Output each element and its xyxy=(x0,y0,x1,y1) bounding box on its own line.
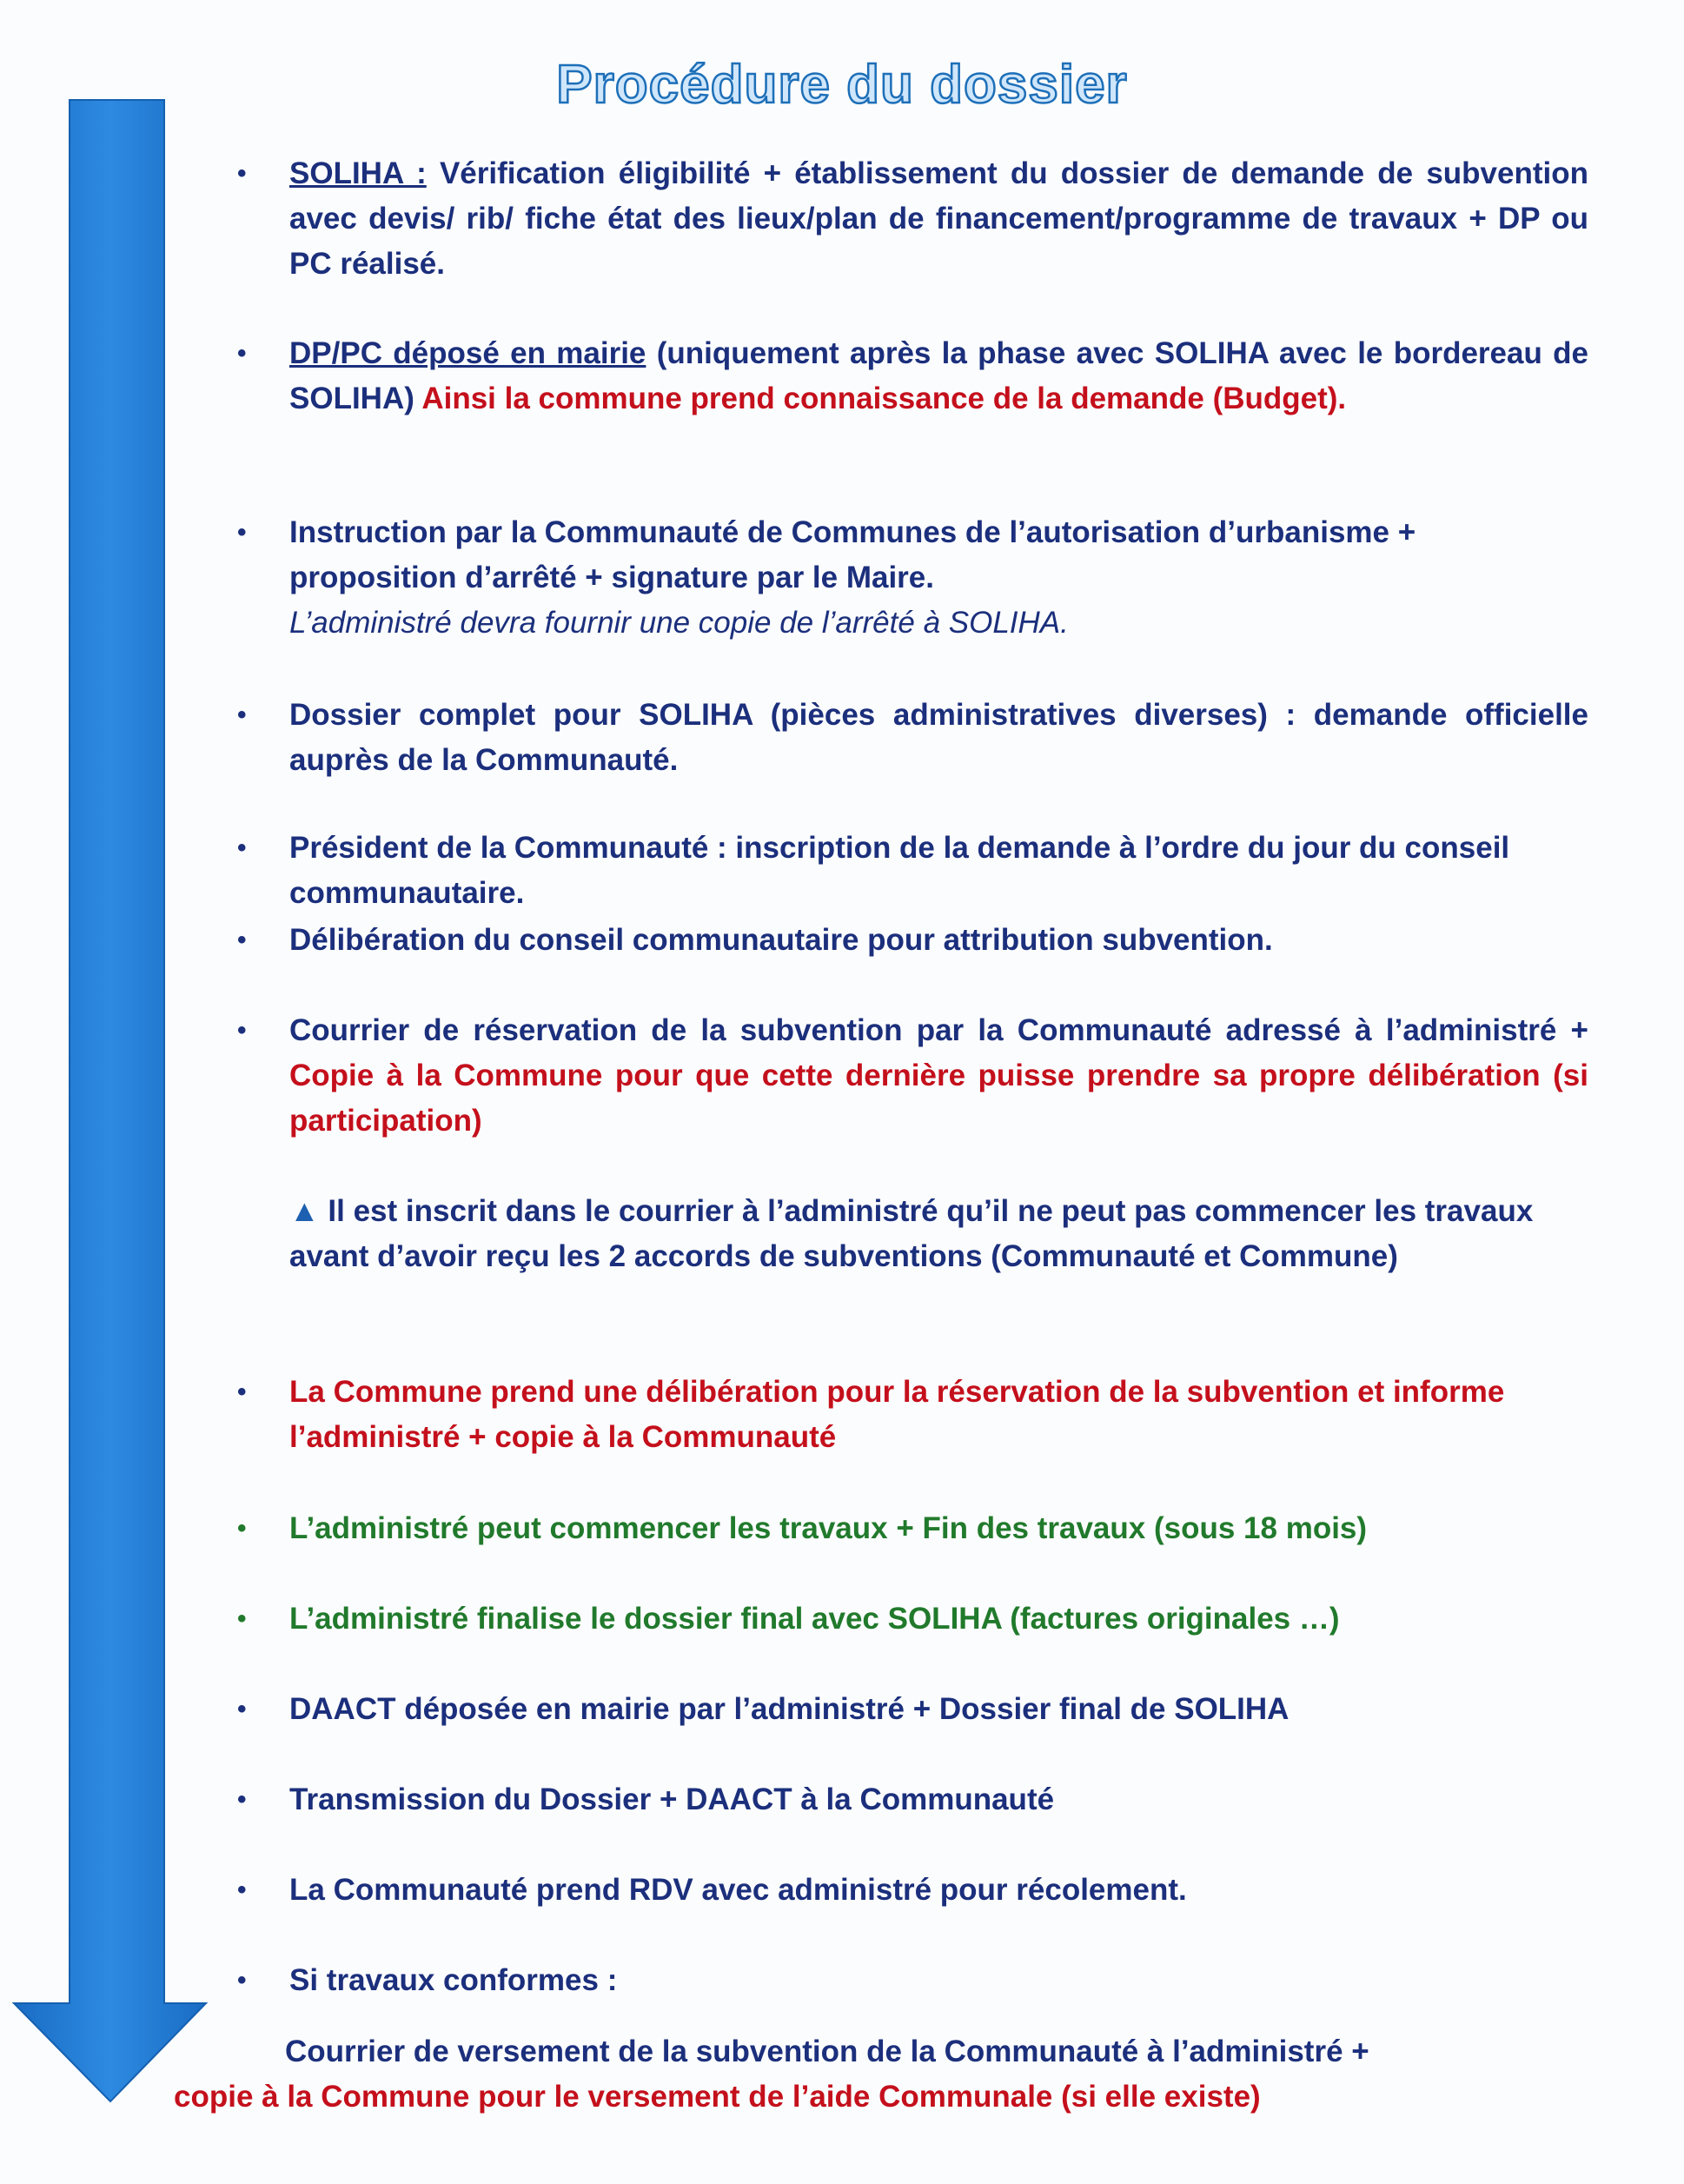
bullet: • xyxy=(237,1966,247,1995)
final-line-2: copie à la Commune pour le versement de l’aide Communale (si elle existe) xyxy=(174,2080,1261,2114)
step-deliberation: • Délibération du conseil communautaire pour attribution subvention. xyxy=(289,918,1588,963)
final-line-1: Courrier de versement de la subvention de la Communauté à l’administré + xyxy=(285,2035,1369,2068)
bullet: • xyxy=(237,1785,247,1814)
bullet: • xyxy=(237,339,247,368)
step-president: • Président de la Communauté : inscription de la demande à l’ordre du jour du conseil communautaire. xyxy=(289,826,1588,916)
bullet: • xyxy=(237,1875,247,1904)
step-soliha: • SOLIHA : Vérification éligibilité + établissement du dossier de demande de subvention avec devis/ rib/ fiche état des lieux/plan de financement/programme de travaux + DP ou PC réalisé. xyxy=(289,151,1588,287)
step-dossier-final: • L’administré finalise le dossier final avec SOLIHA (factures originales …) xyxy=(289,1597,1588,1642)
step-travaux: • L’administré peut commencer les travaux + Fin des travaux (sous 18 mois) xyxy=(289,1506,1588,1551)
page-title: Procédure du dossier xyxy=(556,55,1128,115)
bullet: • xyxy=(237,1377,247,1406)
bullet: • xyxy=(237,518,247,547)
process-arrow xyxy=(0,0,226,2121)
step-conformes: • Si travaux conformes : xyxy=(289,1958,1588,2003)
bullet: • xyxy=(237,700,247,729)
bullet: • xyxy=(237,926,247,954)
bullet: • xyxy=(237,1514,247,1543)
bullet: • xyxy=(237,1695,247,1723)
step-recolement: • La Communauté prend RDV avec administré pour récolement. xyxy=(289,1868,1588,1913)
bullet: • xyxy=(237,833,247,862)
step-transmission: • Transmission du Dossier + DAACT à la Communauté xyxy=(289,1777,1588,1822)
step-courrier-reservation: • Courrier de réservation de la subvention par la Communauté adressé à l’administré + Copie à la Commune pour que cette dernière puisse prendre sa propre délibération (si participation) xyxy=(289,1008,1588,1144)
step-instruction: • Instruction par la Communauté de Communes de l’autorisation d’urbanisme + proposition d’arrêté + signature par le Maire. L’administré devra fournir une copie de l’arrêté à SOLIHA. xyxy=(289,510,1588,646)
step-dossier-complet: • Dossier complet pour SOLIHA (pièces administratives diverses) : demande officielle auprès de la Communauté. xyxy=(289,693,1588,783)
warning-note: ▲ Il est inscrit dans le courrier à l’administré qu’il ne peut pas commencer les travaux avant d’avoir reçu les 2 accords de subventions (Communauté et Commune) xyxy=(289,1194,1534,1273)
step-commune-deliberation: • La Commune prend une délibération pour la réservation de la subvention et informe l’administré + copie à la Communauté xyxy=(289,1370,1588,1460)
step-dp-pc: • DP/PC déposé en mairie (uniquement après la phase avec SOLIHA avec le bordereau de SOLIHA) Ainsi la commune prend connaissance de la demande (Budget). xyxy=(289,331,1588,422)
bullet: • xyxy=(237,1016,247,1045)
bullet: • xyxy=(237,159,247,188)
bullet: • xyxy=(237,1604,247,1633)
step-daact: • DAACT déposée en mairie par l’administré + Dossier final de SOLIHA xyxy=(289,1687,1588,1732)
warning-triangle-icon: ▲ xyxy=(289,1194,320,1228)
